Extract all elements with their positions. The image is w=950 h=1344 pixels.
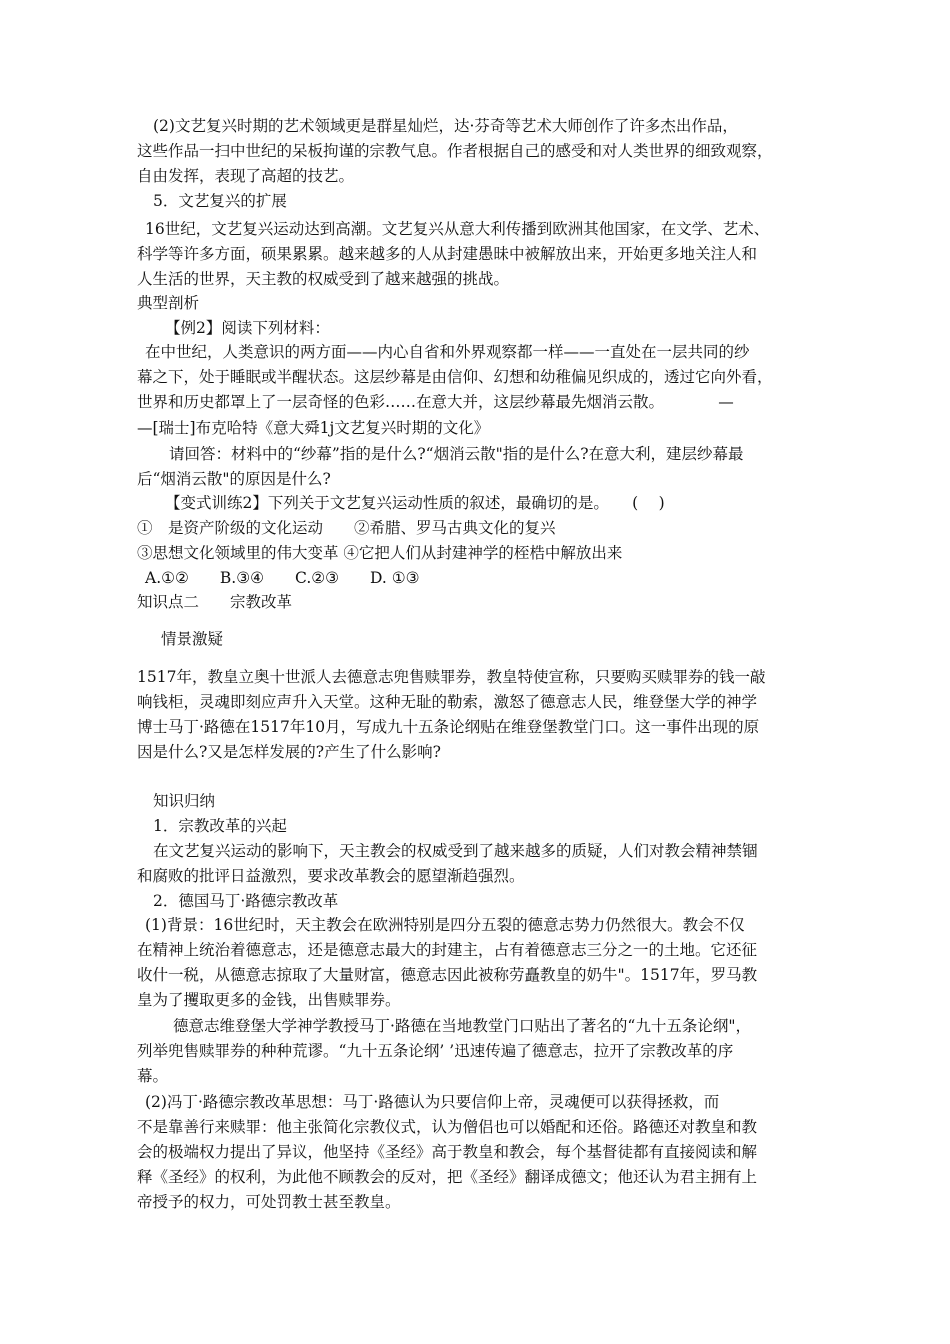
text-line: A.①② B.③④ C.②③ D. ①③ [145,569,420,587]
text-line: 1．宗教改革的兴起 [153,817,287,835]
text-line: 自由发挥，表现了高超的技艺。 [137,167,355,185]
text-line: 博士马丁·路德在1517年10月，写成九十五条论纲贴在维登堡教堂门口。这一事件出现的原 [137,718,760,736]
text-line: 会的极端权力提出了异议，他坚持《圣经》高于教皇和教会，每个基督徒都有直接阅读和解 [137,1143,758,1161]
text-line: 人生活的世界，天主教的权威受到了越来越强的挑战。 [137,270,510,288]
text-line: 知识点二 宗教改革 [137,593,293,611]
text-line: 【例2】阅读下列材料： [165,319,330,337]
text-line: 释《圣经》的权利，为此他不顾教会的反对，把《圣经》翻译成德文；他还认为君主拥有上 [137,1168,758,1186]
text-line: 德意志维登堡大学神学教授马丁·路德在当地教堂门口贴出了著名的“九十五条论纲"， [173,1017,751,1035]
text-line: 世界和历史都罩上了一层奇怪的色彩……在意大并，这层纱幕最先烟消云散。 — [137,393,734,411]
text-line: 情景激疑 [161,630,224,648]
text-line: (2)文艺复兴时期的艺术领域更是群星灿烂，达·芬奇等艺术大师创作了许多杰出作品， [153,117,738,135]
text-line: 【变式训练2】下列关于文艺复兴运动性质的叙述，最确切的是。 ( ) [165,494,665,512]
text-line: 科学等许多方面，硕果累累。越来越多的人从封建愚昧中被解放出来，开始更多地关注人和 [137,245,758,263]
text-line: 2．德国马丁·路德宗教改革 [153,892,339,910]
text-line: 和腐败的批评日益激烈，要求改革教会的愿望渐趋强烈。 [137,867,525,885]
text-line: 后“烟消云散"的原因是什么? [137,470,331,488]
text-line: 典型剖析 [137,294,200,312]
text-line: 16世纪，文艺复兴运动达到高潮。文艺复兴从意大利传播到欧洲其他国家，在文学、艺术、 [145,220,770,238]
text-line: 在精神上统治着德意志，还是德意志最大的封建主，占有着德意志三分之一的土地。它还征 [137,941,758,959]
text-line: 帝授予的权力，可处罚教士甚至教皇。 [137,1193,401,1211]
text-line: 收什一税，从德意志掠取了大量财富，德意志因此被称劳矗教皇的奶牛"。1517年，罗马教 [137,966,758,984]
text-line: 在中世纪，人类意识的两方面——内心自省和外界观察都一样——一直处在一层共同的纱 [145,343,750,361]
text-line: 知识归纳 [153,792,216,810]
text-line: 响钱柜，灵魂即刻应声升入天堂。这种无耻的勒索，激怒了德意志人民，维登堡大学的神学 [137,693,758,711]
text-line: 在文艺复兴运动的影响下，天主教会的权威受到了越来越多的质疑，人们对教会精神禁锢 [153,842,758,860]
text-line: 请回答：材料中的“纱幕”指的是什么?“烟消云散"指的是什么?在意大利，建层纱幕最 [169,445,744,463]
text-line: 皇为了攫取更多的金钱，出售赎罪券。 [137,991,401,1009]
text-line: 1517年，教皇立奥十世派人去德意志兜售赎罪券，教皇特使宣称，只要购买赎罪券的钱一敲 [137,668,766,686]
text-line: 5．文艺复兴的扩展 [153,192,287,210]
text-line: 不是靠善行来赎罪：他主张简化宗教仪式，认为僧侣也可以婚配和还俗。路德还对教皇和教 [137,1118,758,1136]
text-line: —[瑞士]布克哈特《意大舜1j文艺复兴时期的文化》 [137,419,490,437]
text-line: 这些作品一扫中世纪的呆板拘谨的宗教气息。作者根据自己的感受和对人类世界的细致观察， [137,142,773,160]
text-line: ③思想文化领域里的伟大变革 ④它把人们从封建神学的桎梏中解放出来 [137,544,623,562]
text-line: 幕之下，处于睡眠或半醒状态。这层纱幕是由信仰、幻想和幼稚偏见织成的，透过它向外看， [137,368,773,386]
text-line: 幕。 [137,1067,169,1085]
text-line: ① 是资产阶级的文化运动 ②希腊、罗马古典文化的复兴 [137,519,556,537]
text-line: (2)冯丁·路德宗教改革思想：马丁·路德认为只要信仰上帝，灵魂便可以获得拯救，而 [145,1093,720,1111]
text-line: 因是什么?又是怎样发展的?产生了什么影响? [137,743,441,761]
text-line: 列举兜售赎罪券的种种荒谬。“九十五条论纲’ ’迅速传遍了德意志，拉开了宗教改革的序 [137,1042,734,1060]
text-line: (1)背景：16世纪时，天主教会在欧洲特别是四分五裂的德意志势力仍然很大。教会不仅 [145,916,745,934]
